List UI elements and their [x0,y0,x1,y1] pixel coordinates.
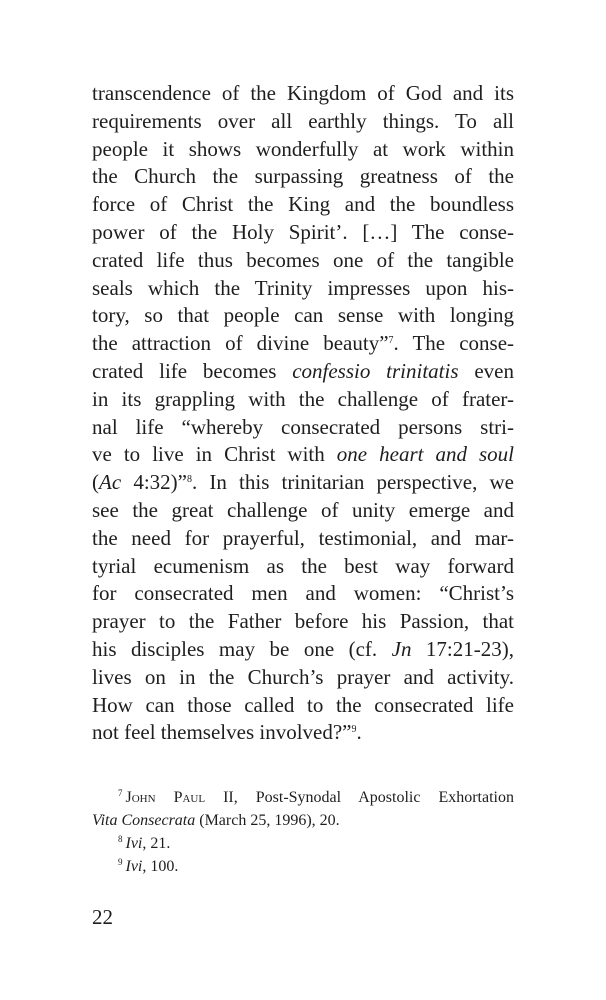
text-line [92,525,514,553]
italic-text: Jn [391,636,412,661]
page-number: 22 [92,905,113,929]
footnote-7 [92,786,514,809]
text-segment: crated life becomes [92,358,293,383]
footnote-reference: 8 [186,474,192,486]
text-segment: his disciples may be one (cf. [92,636,392,661]
footnote-text: (March 25, 1996), 20. [195,812,340,829]
text-line [92,219,514,247]
text-segment: ve to live in Christ with [92,442,337,467]
footnotes [92,786,514,878]
body-paragraph [92,80,514,747]
text-line [92,441,514,469]
text-line [92,330,514,358]
text-segment: . The conse- [393,331,515,356]
text-segment: the Church the surpassing greatness of the [92,164,514,189]
text-segment: force of Christ the King and the boundless [92,192,514,217]
footnote-title: Vita Consecrata [92,812,196,829]
footnote-text: , 21. [142,835,171,852]
text-line [92,386,514,414]
text-segment: . In this trinitarian perspective, we [191,470,514,495]
text-line [92,247,514,275]
footnote-reference: 9 [351,724,357,736]
text-segment: 17:21-23), [411,636,514,661]
text-line [92,636,514,664]
text-line [92,469,514,497]
text-segment: requirements over all earthly things. To all [92,108,514,133]
text-segment: . [356,720,362,745]
text-line [92,80,514,108]
footnote-number: 8 [118,834,123,844]
text-segment: ( [92,470,99,495]
footnote-number: 7 [118,788,123,798]
text-segment: not feel themselves involved?” [92,720,352,745]
text-segment: people it shows wonderfully at work within [92,136,514,161]
text-line [92,580,514,608]
footnote-text: , Post-Synodal Apostolic Exhortation [233,789,514,806]
text-segment: crated life thus becomes one of the tangible [92,247,514,272]
text-segment: tyrial ecumenism as the best way forward [92,553,514,578]
text-segment: see the great challenge of unity emerge and [92,497,514,522]
text-segment: lives on in the Church’s prayer and activity. [92,664,514,689]
text-line [92,358,514,386]
text-segment: tory, so that people can sense with longing [92,303,514,328]
text-line [92,136,514,164]
footnote-8 [92,832,514,855]
text-segment: nal life “whereby consecrated persons stri- [92,414,514,439]
text-segment: How can those called to the consecrated life [92,692,514,717]
footnote-text: , 100. [142,858,179,875]
text-segment: the attraction of divine beauty” [92,331,389,356]
text-line [92,553,514,581]
footnote-7-continued [92,809,514,832]
text-segment: the need for prayerful, testimonial, and mar- [92,525,514,550]
text-line [92,163,514,191]
footnote-ivi: Ivi [125,835,143,852]
text-segment: in its grappling with the challenge of frater- [92,386,514,411]
footnote-number: 9 [118,857,123,867]
italic-text: Ac [99,470,122,495]
text-line [92,108,514,136]
text-line [92,664,514,692]
text-segment: power of the Holy Spirit’. […] The conse- [92,219,514,244]
text-line [92,608,514,636]
text-segment: transcendence of the Kingdom of God and its [92,81,514,105]
italic-text: one heart and soul [336,442,514,467]
text-line [92,302,514,330]
text-segment: seals which the Trinity impresses upon his- [92,275,514,300]
italic-text: confessio trinitatis [292,358,459,383]
text-segment: prayer to the Father before his Passion, that [92,609,514,634]
footnote-ivi: Ivi [125,858,143,875]
text-line [92,719,514,747]
text-segment: for consecrated men and women: “Christ’s [92,581,514,606]
text-line [92,692,514,720]
text-line [92,497,514,525]
text-line [92,275,514,303]
footnote-9 [92,855,514,878]
text-segment: even [458,358,514,383]
footnote-reference: 7 [388,335,394,347]
text-line [92,414,514,442]
text-line [92,191,514,219]
footnote-author: John Paul II [125,789,234,806]
text-segment: 4:32)” [121,470,187,495]
